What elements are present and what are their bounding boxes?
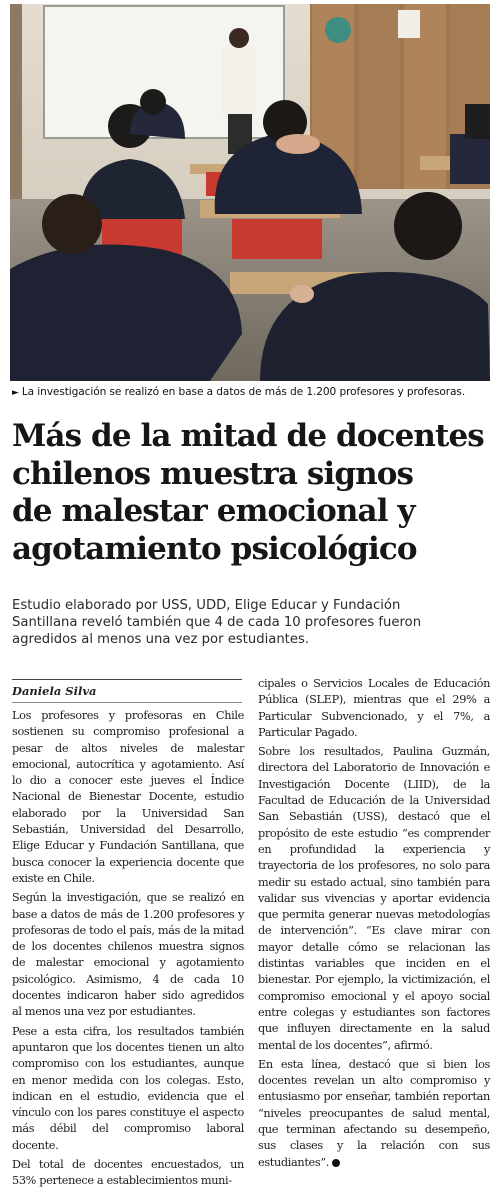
- headline-line: chilenos muestra signos: [12, 455, 414, 492]
- headline-line: Más de la mitad de docentes: [12, 418, 484, 454]
- deck-line: Santillana reveló también que 4 de cada 10 profesores fueron: [12, 615, 422, 631]
- article-deck: [12, 597, 488, 649]
- byline-rule-top: [12, 679, 242, 680]
- article-column-1: [12, 708, 244, 1193]
- classroom-photo-illustration: [10, 4, 490, 381]
- headline-line: agotamiento psicológico: [12, 530, 417, 567]
- paragraph: Según la investigación, que se realizó en base a datos de más de 1.200 profesores y profesoras de todo el país, más de la mitad de los docentes chilenos muestra signos de malestar emocional y agotamiento psicológico. Asimismo, 4 de cada 10 docentes indicaron haber sido agredidos al menos una vez por estudiantes.: [12, 891, 244, 1019]
- deck-line: Estudio elaborado por USS, UDD, Elige Educar y Fundación: [12, 598, 401, 613]
- paragraph-final: [258, 1057, 490, 1171]
- paragraph: Sobre los resultados, Paulina Guzmán, directora del Laboratorio de Innovación e Investigación Docente (LIID), de la Facultad de Educación de la Universidad San Sebastián (USS), destacó que el propósito de este estudio “es comprender en profundidad la experiencia y trayectoria de los profesores, no solo para medir su estado actual, sino también para validar sus vivencias y aportar evidencia que permita generar nuevas metodologías de intervención”. “Es clave mirar con mayor detalle cómo se relacionan las distintas variables que inciden en el bienestar. Por ejemplo, la victimización, el compromiso emocional y el apoyo social entre colegas y estudiantes son factores que influyen directamente en la salud mental de los docentes”, afirmó.: [258, 745, 490, 1052]
- byline-rule-bottom: [12, 702, 242, 703]
- paragraph-text: En esta línea, destacó que si bien los docentes revelan un alto compromiso y entusiasmo por enseñar, también reportan “niveles preocupantes de salud mental, que terminan afectando su desempeño, sus clases y la relación con sus estudiantes”.: [258, 1057, 490, 1169]
- byline: Daniela Silva: [12, 684, 97, 698]
- paragraph: cipales o Servicios Locales de Educación Pública (SLEP), mientras que el 29% a Particular Subvencionado, y el 7%, a Particular Pagado.: [258, 677, 490, 739]
- caption-text: La investigación se realizó en base a datos de más de 1.200 profesores y profesoras.: [21, 386, 466, 398]
- end-mark-icon: [332, 1159, 340, 1167]
- deck-line: agredidos al menos una vez por estudiantes.: [12, 632, 310, 648]
- headline-line: de malestar emocional y: [12, 493, 415, 529]
- play-arrow-icon: ►: [12, 388, 19, 398]
- paragraph: Los profesores y profesoras en Chile sostienen su compromiso profesional a pesar de altos niveles de malestar emocional, autocrítica y agotamiento. Así lo dio a conocer este jueves el Índice Nacional de Bienestar Docente, estudio elaborado por la Universidad San Sebastián, Universidad del Desarrollo, Elige Educar y Fundación Santillana, que busca conocer la experiencia docente que existe en Chile.: [12, 709, 244, 885]
- article-column-2: [258, 676, 490, 1174]
- photo-caption: [12, 386, 492, 398]
- paragraph: Del total de docentes encuestados, un 53% pertenece a establecimientos muni-: [12, 1158, 244, 1188]
- headline: [12, 418, 496, 568]
- classroom-photo: [10, 4, 490, 381]
- paragraph: Pese a esta cifra, los resultados también apuntaron que los docentes tienen un alto compromiso con los estudiantes, aunque en menor medida con los colegas. Esto, indican en el estudio, evidencia que el vínculo con los pares constituye el aspecto más débil del compromiso laboral docente.: [12, 1024, 244, 1152]
